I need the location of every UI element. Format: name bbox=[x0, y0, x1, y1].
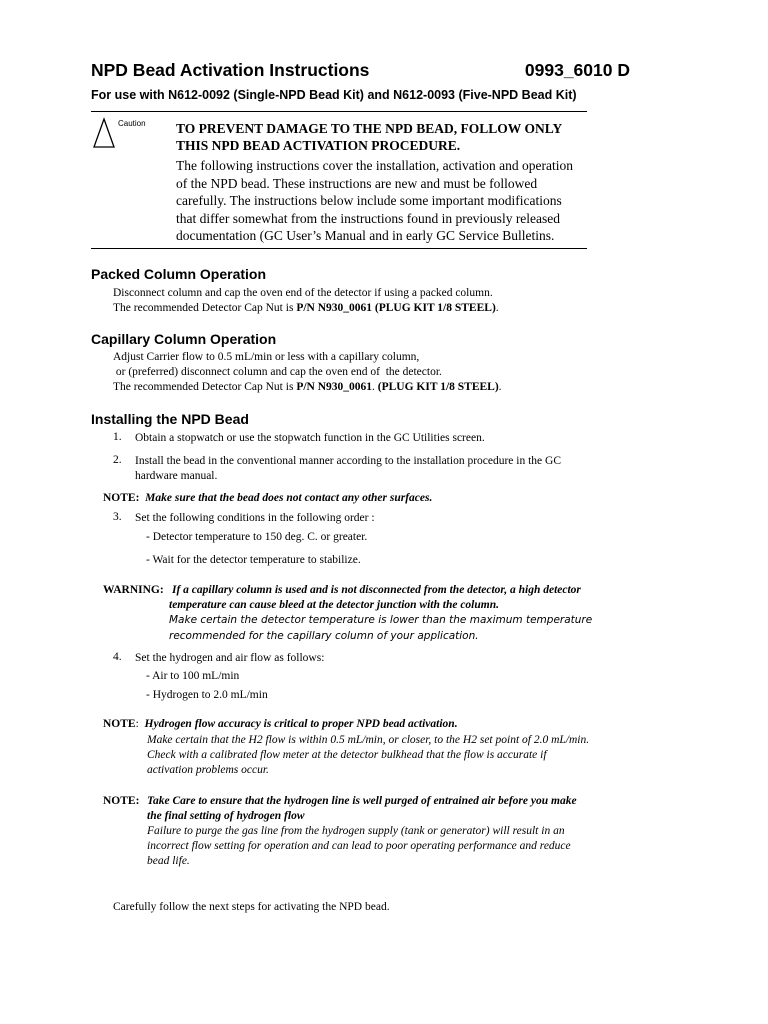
intro-line: of the NPD bead. These instructions are new and must be followed bbox=[176, 175, 538, 191]
caution-label: Caution bbox=[118, 119, 146, 128]
note-label: NOTE bbox=[103, 718, 136, 730]
note-heading: Hydrogen flow accuracy is critical to proper NPD bead activation. bbox=[144, 718, 458, 730]
warning-text: temperature can cause bleed at the detector junction with the column. bbox=[169, 599, 499, 611]
step-text: Set the following conditions in the following order : bbox=[135, 512, 375, 524]
note-line: incorrect flow setting for operation and can lead to poor operating performance and reduce bbox=[147, 840, 571, 852]
document-subtitle: For use with N612-0092 (Single-NPD Bead Kit) and N612-0093 (Five-NPD Bead Kit) bbox=[91, 88, 577, 102]
warning-text: If a capillary column is used and is not disconnected from the detector, a high detector bbox=[172, 584, 581, 596]
note-line: Failure to purge the gas line from the hydrogen supply (tank or generator) will result in an bbox=[147, 825, 565, 837]
warning-detail-line: recommended for the capillary column of your application. bbox=[169, 630, 479, 642]
step-number: 1. bbox=[113, 431, 122, 443]
step-text: Set the hydrogen and air flow as follows: bbox=[135, 652, 325, 664]
caution-divider bbox=[91, 248, 587, 249]
note-label: NOTE: bbox=[103, 492, 140, 504]
capillary-column-text bbox=[113, 350, 673, 395]
packed-column-heading: Packed Column Operation bbox=[91, 266, 267, 282]
packed-line: Disconnect column and cap the oven end of the detector if using a packed column. bbox=[113, 287, 493, 299]
step-subitem: - Wait for the detector temperature to stabilize. bbox=[146, 554, 361, 566]
document-number: 0993_6010 D bbox=[524, 60, 630, 80]
capillary-column-heading: Capillary Column Operation bbox=[91, 331, 277, 347]
note-bead-contact bbox=[103, 491, 432, 506]
intro-line: carefully. The instructions below include some important modifications bbox=[176, 193, 562, 208]
step-text bbox=[135, 454, 615, 484]
step-subitem: - Air to 100 mL/min bbox=[146, 670, 240, 682]
packed-column-text bbox=[113, 286, 673, 316]
packed-line-suffix: . bbox=[495, 302, 499, 314]
document-title: NPD Bead Activation Instructions bbox=[91, 60, 370, 80]
note-line: activation problems occur. bbox=[147, 764, 269, 776]
caution-intro bbox=[176, 157, 596, 245]
step-number: 3. bbox=[113, 511, 122, 523]
caution-heading bbox=[176, 120, 596, 154]
step-number: 2. bbox=[113, 454, 122, 466]
intro-line: The following instructions cover the installation, activation and operation bbox=[176, 158, 574, 173]
installing-heading: Installing the NPD Bead bbox=[91, 411, 249, 427]
note-colon: : bbox=[135, 718, 139, 730]
note-heading-line: the final setting of hydrogen flow bbox=[147, 810, 305, 822]
warning-detail-line: Make certain the detector temperature is lower than the maximum temperature bbox=[169, 614, 593, 626]
step-subitem: - Detector temperature to 150 deg. C. or greater. bbox=[146, 531, 368, 543]
closing-text: Carefully follow the next steps for activating the NPD bead. bbox=[113, 901, 390, 913]
step-line: Install the bead in the conventional manner according to the installation procedure in the GC bbox=[135, 455, 562, 467]
step-subitem: - Hydrogen to 2.0 mL/min bbox=[146, 689, 268, 701]
packed-line-prefix: The recommended Detector Cap Nut is bbox=[113, 302, 297, 314]
note-hydrogen-accuracy bbox=[103, 717, 458, 732]
intro-line: documentation (GC User’s Manual and in early GC Service Bulletins. bbox=[176, 228, 555, 243]
part-number: P/N N930_0061 (PLUG KIT 1/8 STEEL) bbox=[296, 302, 496, 314]
header-divider bbox=[91, 111, 587, 112]
note-line: bead life. bbox=[147, 855, 190, 867]
plug-kit-name: (PLUG KIT 1/8 STEEL) bbox=[377, 381, 499, 393]
part-number: P/N N930_0061 bbox=[296, 381, 373, 393]
note-text: Make sure that the bead does not contact any other surfaces. bbox=[145, 492, 433, 504]
capillary-line bbox=[113, 380, 673, 395]
capillary-line: or (preferred) disconnect column and cap the oven end of the detector. bbox=[113, 366, 442, 378]
capillary-line-mid: . bbox=[372, 381, 378, 393]
step-text: Obtain a stopwatch or use the stopwatch function in the GC Utilities screen. bbox=[135, 432, 485, 444]
step-number: 4. bbox=[113, 651, 122, 663]
caution-heading-line: TO PREVENT DAMAGE TO THE NPD BEAD, FOLLOW ONLY bbox=[176, 121, 563, 136]
note-line: Check with a calibrated flow meter at the detector bulkhead that the flow is accurate if bbox=[147, 749, 547, 761]
note-label: NOTE: bbox=[103, 795, 140, 807]
note-body bbox=[147, 824, 627, 869]
intro-line: that differ somewhat from the instructions found in previously released bbox=[176, 210, 561, 226]
warning-label: WARNING: bbox=[103, 584, 164, 596]
step-line: hardware manual. bbox=[135, 470, 218, 482]
warning-detail bbox=[169, 612, 592, 644]
note-line: Make certain that the H2 flow is within 0.5 mL/min, or closer, to the H2 set point of 2.0 mL/min. bbox=[147, 734, 590, 746]
note-heading-line: Take Care to ensure that the hydrogen line is well purged of entrained air before you make bbox=[147, 795, 577, 807]
caution-heading-line: THIS NPD BEAD ACTIVATION PROCEDURE. bbox=[176, 138, 461, 153]
note-heading bbox=[147, 794, 627, 824]
packed-line bbox=[113, 301, 673, 316]
capillary-line-suffix: . bbox=[498, 381, 502, 393]
capillary-line-prefix: The recommended Detector Cap Nut is bbox=[113, 381, 297, 393]
capillary-line: Adjust Carrier flow to 0.5 mL/min or less with a capillary column, bbox=[113, 351, 420, 363]
note-body bbox=[147, 733, 647, 778]
